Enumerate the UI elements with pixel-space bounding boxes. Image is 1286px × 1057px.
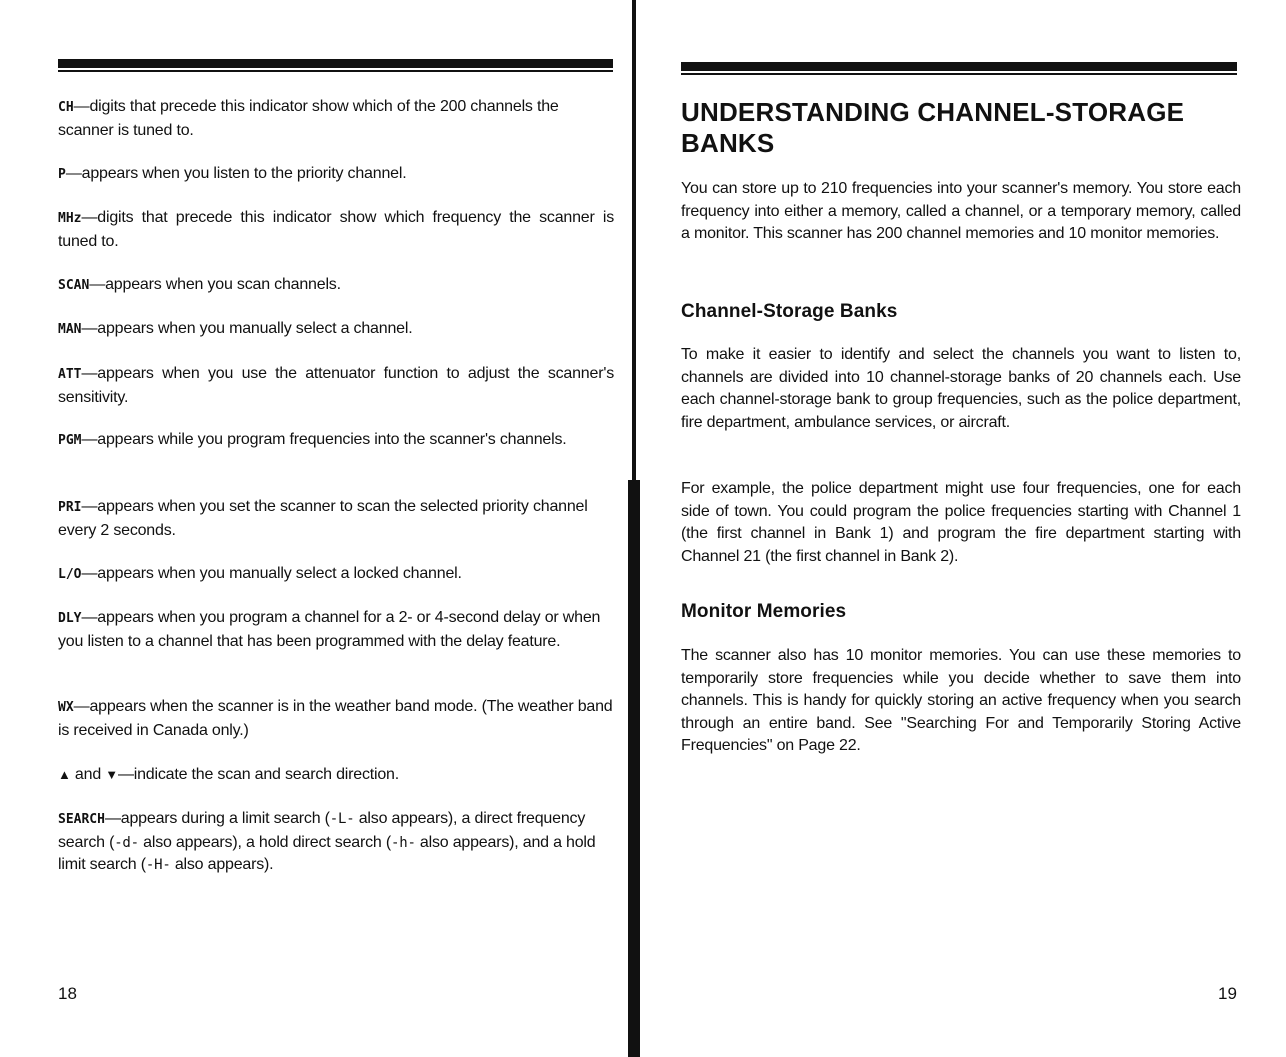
indicator-desc: —appears while you program frequencies into the scanner's channels. <box>81 431 567 448</box>
indicator-entry-wx <box>58 696 614 742</box>
indicator-label: ATT <box>58 367 82 382</box>
spine-shadow <box>628 480 640 1057</box>
indicator-desc: —appears when you manually select a locked channel. <box>81 565 462 582</box>
page-title: UNDERSTANDING CHANNEL-STORAGE BANKS <box>681 97 1185 158</box>
monitor-memories-paragraph: The scanner also has 10 monitor memories. You can use these memories to temporarily store frequencies while you decide whether to save them into channels. This is handy for quickly storing an active frequency when you search through an entire band. See "Searching For and Temporarily Storing Active Frequencies" on Page 22. <box>681 647 1241 754</box>
search-desc-4: also appears), and a hold limit search ( <box>58 833 596 873</box>
search-desc-1: —appears during a limit search ( <box>104 810 330 827</box>
search-desc-5: also appears). <box>170 856 274 873</box>
indicator-entry-p <box>58 163 614 187</box>
search-code-direct: -d- <box>114 834 139 851</box>
indicator-entry-man <box>58 318 614 342</box>
indicator-label: L/O <box>58 567 82 582</box>
search-code-limit: -L- <box>329 811 355 827</box>
indicator-desc: —digits that precede this indicator show which frequency the scanner is tuned to. <box>58 209 614 250</box>
indicator-desc: —appears when you listen to the priority channel. <box>65 165 407 182</box>
indicator-label: WX <box>58 700 74 715</box>
indicator-entry-lo <box>58 563 614 587</box>
search-code-hold-limit: -H- <box>145 857 171 873</box>
section-heading-channel-storage: Channel-Storage Banks <box>681 301 898 322</box>
indicator-entry-ch <box>58 96 614 142</box>
search-desc-2: also appears), a direct frequency search ( <box>58 810 586 851</box>
indicator-desc: —appears when you scan channels. <box>89 276 341 293</box>
down-arrow-icon: ▼ <box>105 767 118 782</box>
indicator-entry-search <box>58 808 614 877</box>
search-code-hold-direct: -h- <box>390 834 416 851</box>
indicator-desc: —appears when you use the attenuator function to adjust the scanner's sensitivity. <box>58 365 614 406</box>
intro-paragraph: You can store up to 210 frequencies into your scanner's memory. You store each frequency into either a memory, called a channel, or a temporary memory, called a monitor. This scanner has 200 channel memories and 10 monitor memories. <box>681 180 1241 242</box>
top-rule-thin <box>58 70 613 72</box>
indicator-label: P <box>58 167 66 182</box>
top-rule-thick <box>58 59 613 68</box>
indicator-desc: —appears when the scanner is in the weather band mode. (The weather band is received in Canada only.) <box>58 698 613 739</box>
indicator-entry-pri <box>58 496 614 542</box>
direction-arrows-entry <box>58 764 614 787</box>
indicator-desc: —appears when you set the scanner to scan the selected priority channel every 2 seconds. <box>58 498 588 539</box>
channel-storage-paragraph-2: For example, the police department might use four frequencies, one for each side of town. You could program the police frequencies starting with Channel 1 (the first channel in Bank 1) and program the fire department starting with Channel 21 (the first channel in Bank 2). <box>681 480 1241 565</box>
search-desc-3: also appears), a hold direct search ( <box>138 833 391 851</box>
page-number-right: 19 <box>1218 984 1237 1003</box>
indicator-label: CH <box>58 100 74 115</box>
indicator-label: DLY <box>58 611 82 626</box>
up-arrow-icon: ▲ <box>58 767 71 782</box>
arrows-desc: —indicate the scan and search direction. <box>117 766 399 783</box>
top-rule-thin-right <box>681 73 1237 75</box>
indicator-entry-scan <box>58 274 614 298</box>
indicator-entry-att <box>58 363 614 409</box>
indicator-label: MHz <box>58 211 82 226</box>
indicator-label: PGM <box>58 433 82 448</box>
indicator-desc: —digits that precede this indicator show which of the 200 channels the scanner is tuned to. <box>58 98 559 139</box>
arrows-and: and <box>70 766 106 783</box>
page-number-left: 18 <box>58 984 77 1003</box>
section-heading-monitor-memories: Monitor Memories <box>681 601 847 622</box>
indicator-label: PRI <box>58 500 82 515</box>
indicator-entry-dly <box>58 607 614 653</box>
channel-storage-paragraph-1: To make it easier to identify and select the channels you want to listen to, channels are divided into 10 channel-storage banks of 20 channels each. Use each channel-storage bank to group frequencies, such as the police department, fire department, ambulance services, or aircraft. <box>681 346 1241 431</box>
indicator-desc: —appears when you manually select a channel. <box>81 320 413 337</box>
indicator-label: MAN <box>58 322 82 337</box>
indicator-entry-mhz <box>58 207 614 253</box>
indicator-entry-pgm <box>58 429 614 453</box>
indicator-desc: —appears when you program a channel for a 2- or 4-second delay or when you listen to a channel that has been programmed with the delay feature. <box>58 609 601 650</box>
top-rule-thick-right <box>681 62 1237 71</box>
indicator-label: SCAN <box>58 278 90 293</box>
indicator-label: SEARCH <box>58 812 105 827</box>
left-page <box>0 0 640 1057</box>
